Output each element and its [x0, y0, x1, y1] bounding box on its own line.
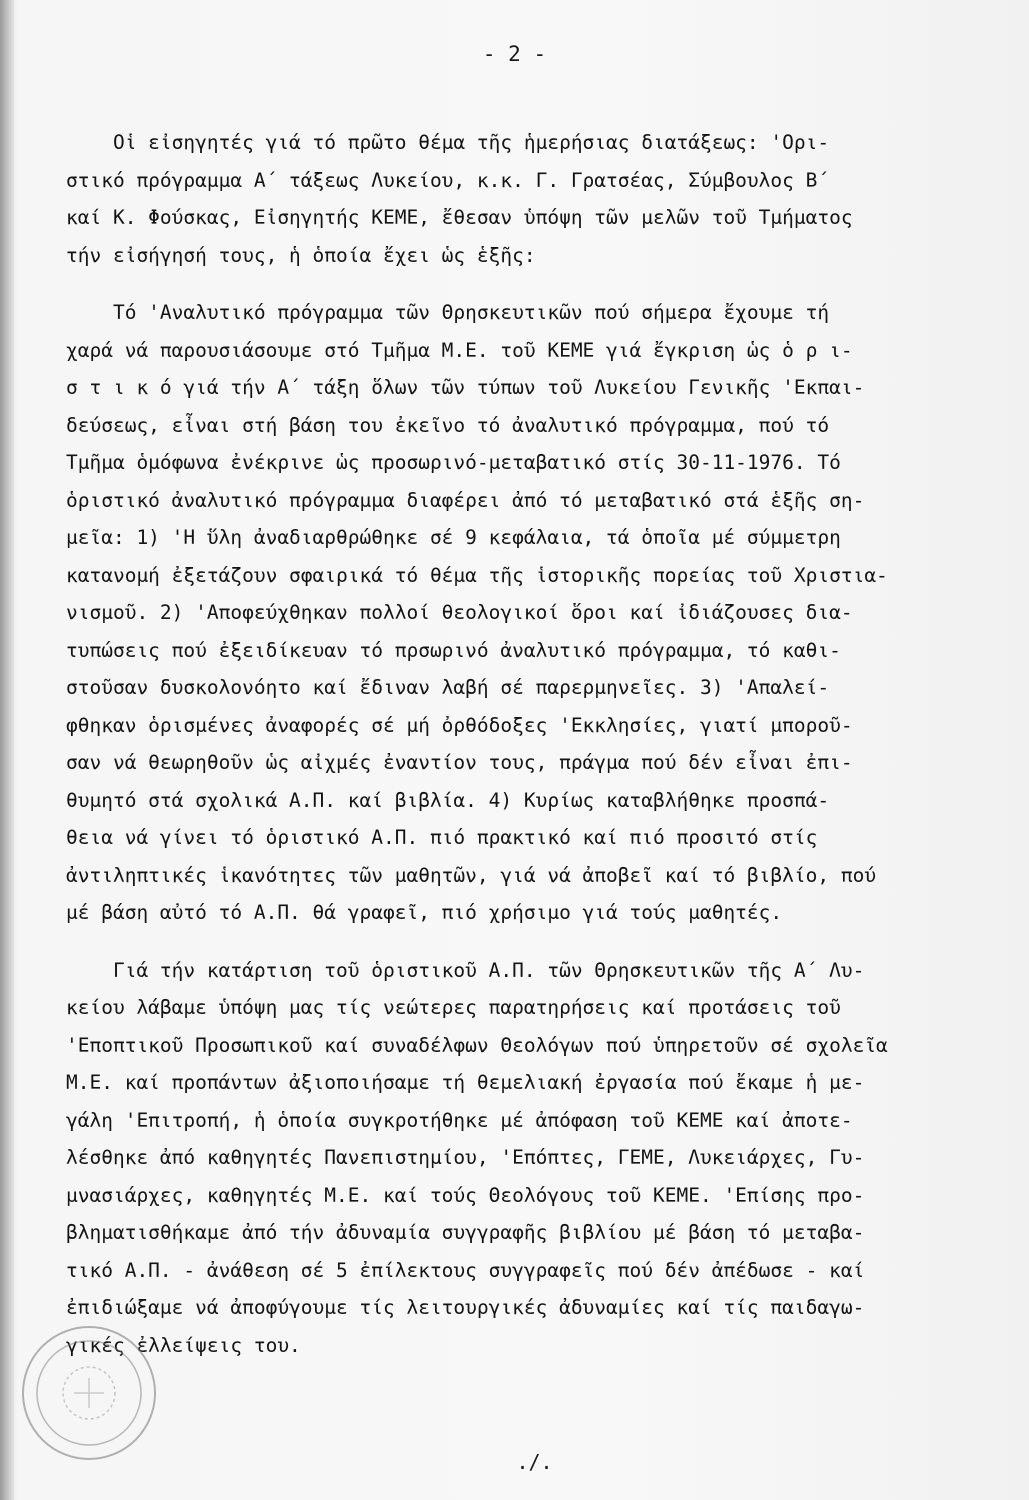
- body-text: [66, 124, 1002, 1364]
- paragraph-1: [66, 124, 1002, 274]
- text-line: στικό πρόγραμμα Α΄ τάξεως Λυκείου, κ.κ. Γ. Γρατσέας, Σύμβουλος Β΄: [66, 168, 830, 192]
- text-line: στοῦσαν δυσκολονόητο καί ἔδιναν λαβή σέ παρερμηνεῖες. 3) 'Απαλεί-: [66, 676, 830, 699]
- text-line: γικές ἐλλείψεις του.: [66, 1333, 301, 1357]
- page-number: - 2 -: [482, 42, 547, 66]
- text-line: χαρά νά παρουσιάσουμε στό Τμῆμα Μ.Ε. τοῦ ΚΕΜΕ γιά ἔγκριση ὡς ὁ ρ ι-: [66, 338, 853, 362]
- text-line: μνασιάρχες, καθηγητές Μ.Ε. καί τούς Θεολόγους τοῦ ΚΕΜΕ. 'Επίσης προ-: [66, 1183, 865, 1207]
- text-line: κείου λάβαμε ὑπόψη μας τίς νεώτερες παρατηρήσεις καί προτάσεις τοῦ: [66, 996, 841, 1019]
- text-line: λέσθηκε ἀπό καθηγητές Πανεπιστημίου, 'Επόπτες, ΓΕΜΕ, Λυκειάρχες, Γυ-: [66, 1146, 865, 1169]
- text-line: νισμοῦ. 2) 'Αποφεύχθηκαν πολλοί θεολογικοί ὅροι καί ἰδιάζουσες δια-: [66, 601, 853, 624]
- text-line: καί Κ. Φούσκας, Εἰσηγητής ΚΕΜΕ, ἔθεσαν ὑπόψη τῶν μελῶν τοῦ Τμήματος: [66, 206, 853, 229]
- text-line: σ τ ι κ ό γιά τήν Α΄ τάξη ὅλων τῶν τύπων τοῦ Λυκείου Γενικῆς 'Εκπαι-: [66, 376, 865, 399]
- text-line: 'Εποπτικοῦ Προσωπικοῦ καί συναδέλφων Θεολόγων πού ὑπηρετοῦν σέ σχολεῖα: [66, 1033, 888, 1057]
- text-line: βληματισθήκαμε ἀπό τήν ἀδυναμία συγγραφῆς βιβλίου μέ βάση τό μεταβα-: [66, 1221, 865, 1244]
- text-line: Τό 'Αναλυτικό πρόγραμμα τῶν Θρησκευτικῶν πού σήμερα ἔχουμε τή: [66, 301, 830, 324]
- text-line: γάλη 'Επιτροπή, ἡ ὁποία συγκροτήθηκε μέ ἀπόφαση τοῦ ΚΕΜΕ καί ἀποτε-: [66, 1108, 853, 1132]
- text-line: Μ.Ε. καί προπάντων ἀξιοποιήσαμε τή θεμελιακή ἐργασία πού ἔκαμε ἡ με-: [66, 1071, 865, 1094]
- text-line: φθηκαν ὁρισμένες ἀναφορές σέ μή ὀρθόδοξες 'Εκκλησίες, γιατί μποροῦ-: [66, 713, 853, 737]
- paragraph-2: [66, 294, 1002, 932]
- text-line: Οἱ εἰσηγητές γιά τό πρῶτο θέμα τῆς ἡμερήσιας διατάξεως: 'Ορι-: [66, 131, 830, 154]
- text-line: μέ βάση αὐτό τό Α.Π. θά γραφεῖ, πιό χρήσιμο γιά τούς μαθητές.: [66, 901, 783, 924]
- binding-shadow: [0, 0, 14, 1500]
- text-line: ἀντιληπτικές ἱκανότητες τῶν μαθητῶν, γιά νά ἀποβεῖ καί τό βιβλίο, πού: [66, 863, 877, 887]
- text-line: τήν εἰσήγησή τους, ἡ ὁποία ἔχει ὡς ἑξῆς:: [66, 243, 536, 267]
- text-line: κατανομή ἐξετάζουν σφαιρικά τό θέμα τῆς ἱστορικῆς πορείας τοῦ Χριστια-: [66, 563, 888, 587]
- text-line: δεύσεως, εἶναι στή βάση του ἐκεῖνο τό ἀναλυτικό πρόγραμμα, πού τό: [66, 413, 830, 437]
- text-line: τυπώσεις πού ἐξειδίκευαν τό πρσωρινό ἀναλυτικό πρόγραμμα, τό καθι-: [66, 638, 841, 662]
- text-line: σαν νά θεωρηθοῦν ὡς αἰχμές ἐναντίον τους, πράγμα πού δέν εἶναι ἐπι-: [66, 751, 853, 774]
- text-line: θεια νά γίνει τό ὁριστικό Α.Π. πιό πρακτικό καί πιό προσιτό στίς: [66, 826, 818, 849]
- paragraph-3: [66, 952, 1002, 1365]
- text-line: τικό Α.Π. - ἀνάθεση σέ 5 ἐπίλεκτους συγγραφεῖς πού δέν ἀπέδωσε - καί: [66, 1258, 865, 1282]
- closing-mark: ./.: [516, 1450, 553, 1474]
- text-line: μεῖα: 1) 'Η ὕλη ἀναδιαρθρώθηκε σέ 9 κεφάλαια, τά ὁποῖα μέ σύμμετρη: [66, 526, 841, 549]
- text-line: Γιά τήν κατάρτιση τοῦ ὁριστικοῦ Α.Π. τῶν Θρησκευτικῶν τῆς Α΄ Λυ-: [66, 958, 865, 982]
- text-line: Τμῆμα ὁμόφωνα ἐνέκρινε ὡς προσωρινό-μεταβατικό στίς 30-11-1976. Τό: [66, 451, 841, 474]
- text-line: ὁριστικό ἀναλυτικό πρόγραμμα διαφέρει ἀπό τό μεταβατικό στά ἑξῆς ση-: [66, 488, 865, 512]
- text-line: θυμητό στά σχολικά Α.Π. καί βιβλία. 4) Κυρίως καταβλήθηκε προσπά-: [66, 788, 830, 812]
- text-line: ἐπιδιώξαμε νά ἀποφύγουμε τίς λειτουργικές ἀδυναμίες καί τίς παιδαγω-: [66, 1296, 865, 1319]
